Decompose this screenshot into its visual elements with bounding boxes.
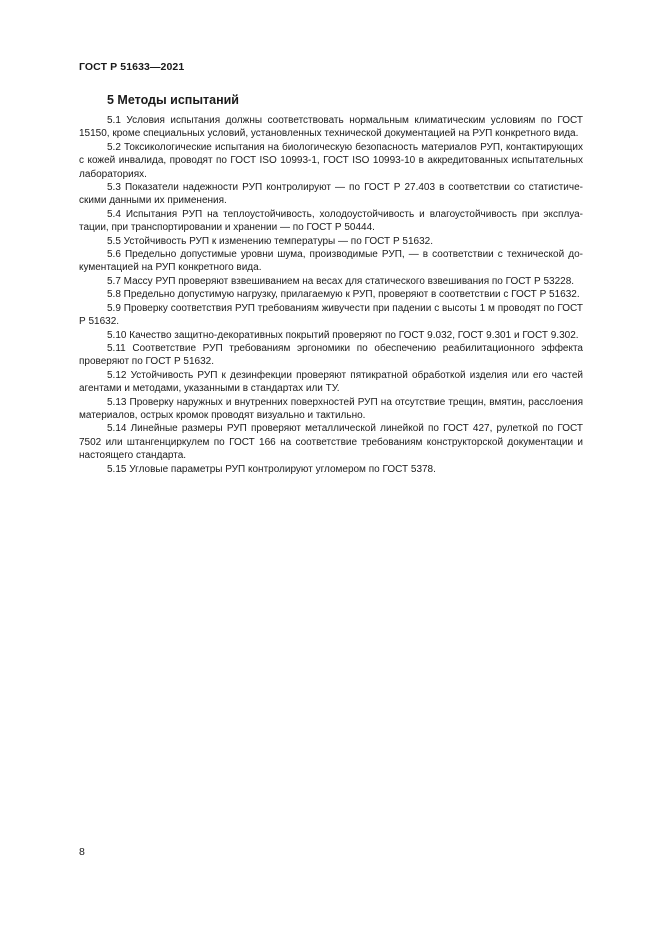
- paragraph-5-4: 5.4 Испытания РУП на теплоустойчивость, холодоустойчивость и влагоустойчивость при эксплуатации, при транспортировании и хранении — по ГОСТ Р 50444.: [79, 208, 583, 234]
- paragraph-5-1: 5.1 Условия испытания должны соответствовать нормальным климатическим условиям по ГОСТ 15150, кроме специальных условий, установленных технической документацией на РУП конкретного вида.: [79, 115, 583, 140]
- paragraph-5-10: 5.10 Качество защитно-декоративных покрытий проверяют по ГОСТ 9.032, ГОСТ 9.301 и ГОСТ 9.302.: [107, 329, 579, 341]
- section-title: 5 Методы испытаний: [107, 93, 239, 107]
- paragraph-5-13: 5.13 Проверку наружных и внутренних поверхностей РУП на отсутствие трещин, вмятин, расслоения материалов, острых кромок проводят визуально и тактильно.: [79, 396, 583, 421]
- paragraph-5-5: 5.5 Устойчивость РУП к изменению температуры — по ГОСТ Р 51632.: [107, 235, 433, 247]
- paragraph-5-8: 5.8 Предельно допустимую нагрузку, прилагаемую к РУП, проверяют в соответствии с ГОСТ Р 51632.: [107, 289, 580, 301]
- page-header-standard: ГОСТ Р 51633—2021: [79, 61, 185, 73]
- paragraph-5-12: 5.12 Устойчивость РУП к дезинфекции проверяют пятикратной обработкой изделия или его частей агентами и методами, указанными в стандартах или ТУ.: [79, 369, 583, 395]
- paragraph-5-15: 5.15 Угловые параметры РУП контролируют угломером по ГОСТ 5378.: [107, 463, 436, 475]
- section-body: [79, 114, 583, 476]
- paragraph-5-3: 5.3 Показатели надежности РУП контролируют — по ГОСТ Р 27.403 в соответствии со статистическими данными их применения.: [79, 182, 583, 207]
- paragraph-5-7: 5.7 Массу РУП проверяют взвешиванием на весах для статического взвешивания по ГОСТ Р 53228.: [107, 275, 575, 287]
- paragraph-5-2: 5.2 Токсикологические испытания на биологическую безопасность материалов РУП, контактирующих с кожей инвалида, проводят по ГОСТ ISO 10993-1, ГОСТ ISO 10993-10 в аккредитованных испытательных лабораториях.: [79, 141, 583, 180]
- paragraph-5-11: 5.11 Соответствие РУП требованиям эргономики по обеспечению реабилитационного эффекта проверяют по ГОСТ Р 51632.: [79, 342, 583, 368]
- paragraph-5-6: 5.6 Предельно допустимые уровни шума, производимые РУП, — в соответствии с технической документацией на РУП конкретного вида.: [79, 249, 583, 274]
- paragraph-5-9: 5.9 Проверку соответствия РУП требованиям живучести при падении с высоты 1 м проводят по ГОСТ Р 51632.: [79, 302, 583, 328]
- paragraph-5-14: 5.14 Линейные размеры РУП проверяют металлической линейкой по ГОСТ 427, рулеткой по ГОСТ 7502 или штангенциркулем по ГОСТ 166 на соответствие требованиям конструкторской документации и настоящего стандарта.: [79, 423, 583, 462]
- page-number: 8: [79, 846, 85, 858]
